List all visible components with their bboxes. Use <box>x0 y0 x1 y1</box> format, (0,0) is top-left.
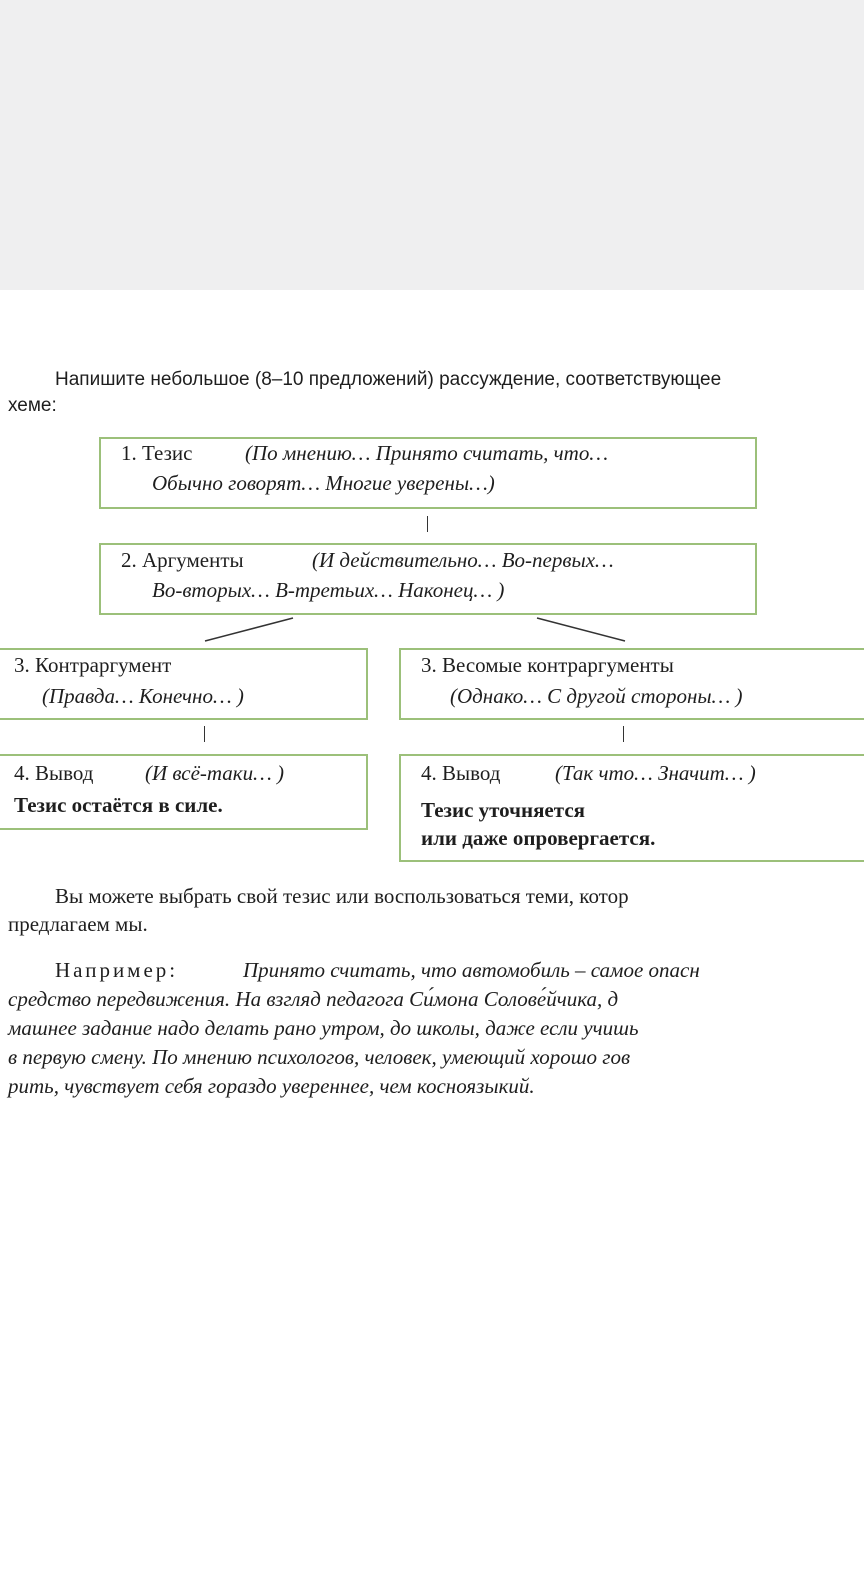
conclusion-left-result: Тезис остаётся в силе. <box>14 793 223 817</box>
note-line-2: предлагаем мы. <box>8 912 148 936</box>
conclusion-right-phrases: (Так что… Значит… ) <box>555 761 756 785</box>
arguments-phrases-line-2: Во-вторых… В-третьих… Наконец… ) <box>152 578 505 602</box>
weighty-counterarguments-phrases: (Однако… С другой стороны… ) <box>450 684 743 708</box>
example-line-1: Принято считать, что автомобиль – самое опасн <box>243 958 700 982</box>
example-line-3: машнее задание надо делать рано утром, до школы, даже если учишь <box>8 1016 639 1040</box>
conclusion-left-phrases: (И всё-таки… ) <box>145 761 285 785</box>
instruction-line-2: хеме: <box>8 395 57 416</box>
note-line-1: Вы можете выбрать свой тезис или воспользоваться теми, котор <box>55 884 629 908</box>
counterargument-phrases: (Правда… Конечно… ) <box>42 684 244 708</box>
connector-left-conclusion <box>204 726 205 742</box>
thesis-phrases-line-1: (По мнению… Принято считать, что… <box>245 441 609 465</box>
branch-line-left <box>205 618 293 641</box>
thesis-label: 1. Тезис <box>121 441 193 465</box>
thesis-phrases-line-2: Обычно говорят… Многие уверены…) <box>152 471 495 495</box>
weighty-counterarguments-label: 3. Весомые контраргументы <box>421 653 674 677</box>
instruction-line-1: Напишите небольшое (8–10 предложений) рассуждение, соответствующее <box>55 369 722 390</box>
example-lead: Например: <box>55 958 179 982</box>
example-line-2: средство передвижения. На взгляд педагога Си́мона Солове́йчика, д <box>8 987 619 1011</box>
textbook-page <box>0 290 864 1577</box>
top-blank-area <box>0 0 864 290</box>
connector-right-conclusion <box>623 726 624 742</box>
branch-line-right <box>537 618 625 641</box>
example-line-4: в первую смену. По мнению психологов, человек, умеющий хорошо гов <box>8 1045 631 1069</box>
counterargument-label: 3. Контраргумент <box>14 653 172 677</box>
conclusion-left-label: 4. Вывод <box>14 761 94 785</box>
conclusion-right-result-line-1: Тезис уточняется <box>421 798 586 822</box>
arguments-label: 2. Аргументы <box>121 548 244 572</box>
branch-lines <box>0 290 864 690</box>
arguments-phrases-line-1: (И действительно… Во-первых… <box>312 548 614 572</box>
conclusion-right-label: 4. Вывод <box>421 761 501 785</box>
conclusion-right-result-line-2: или даже опровергается. <box>421 826 656 850</box>
example-line-5: рить, чувствует себя гораздо увереннее, чем косноязыкий. <box>8 1074 535 1098</box>
